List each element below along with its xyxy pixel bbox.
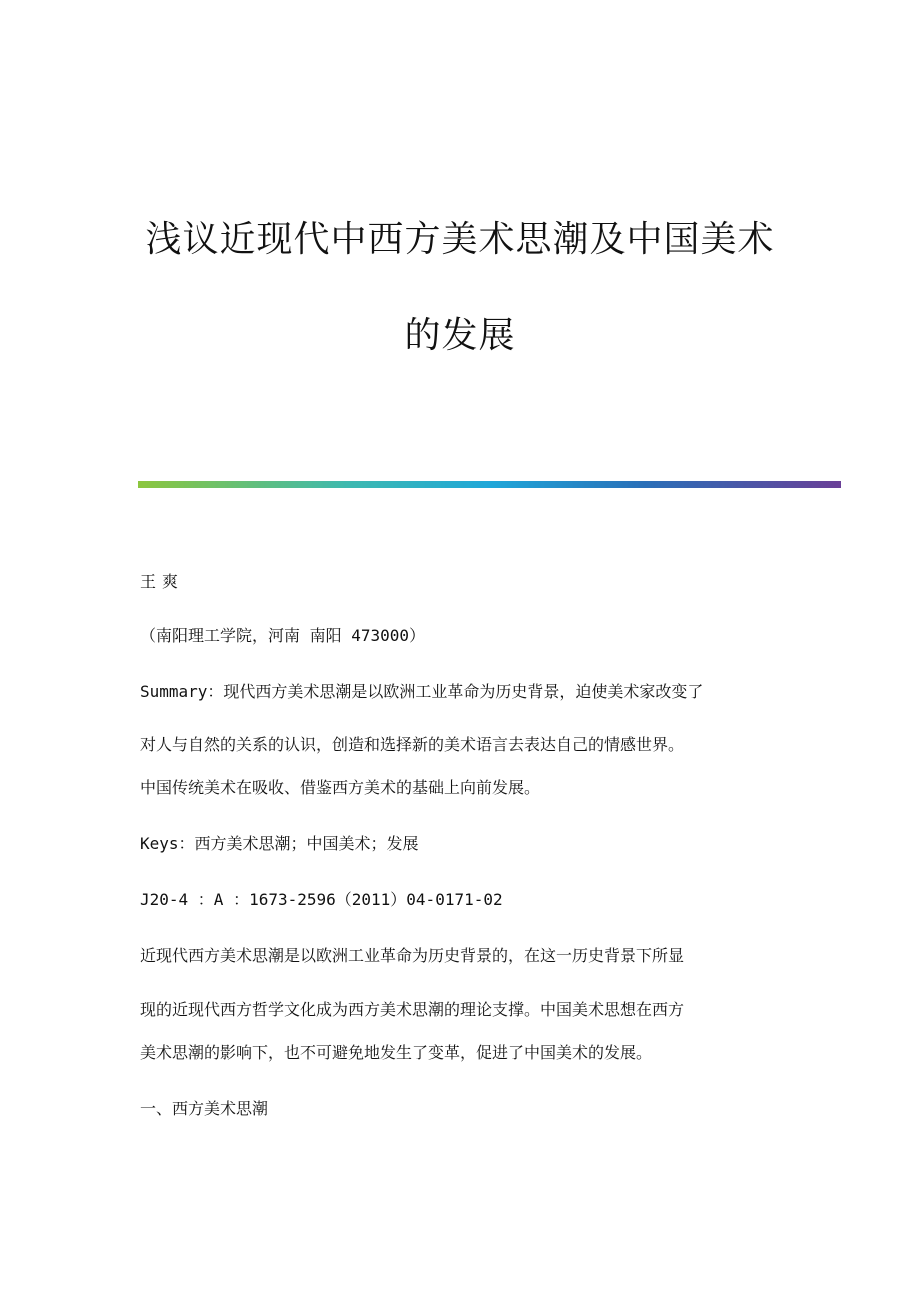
author-affiliation: （南阳理工学院，河南 南阳 473000） <box>140 626 426 645</box>
summary-line-1: Summary：现代西方美术思潮是以欧洲工业革命为历史背景，迫使美术家改变了 <box>140 682 704 701</box>
document-title-line-2: 的发展 <box>404 315 516 356</box>
body-paragraph-line-1: 近现代西方美术思潮是以欧洲工业革命为历史背景的，在这一历史背景下所显 <box>140 946 685 965</box>
section-heading: 一、西方美术思潮 <box>140 1099 269 1118</box>
author-name: 王爽 <box>140 572 185 591</box>
classification-code: J20-4 ：A ：1673-2596（2011）04-0171-02 <box>140 890 503 909</box>
gradient-divider <box>138 481 841 488</box>
document-title-line-1: 浅议近现代中西方美术思潮及中国美术 <box>145 219 775 260</box>
body-paragraph-line-2: 现的近现代西方哲学文化成为西方美术思潮的理论支撑。中国美术思想在西方 <box>140 1000 685 1019</box>
keywords: Keys：西方美术思潮；中国美术；发展 <box>140 834 419 853</box>
body-paragraph-line-3: 美术思潮的影响下，也不可避免地发生了变革，促进了中国美术的发展。 <box>140 1043 653 1062</box>
summary-line-3: 中国传统美术在吸收、借鉴西方美术的基础上向前发展。 <box>140 778 541 797</box>
summary-line-2: 对人与自然的关系的认识，创造和选择新的美术语言去表达自己的情感世界。 <box>140 735 685 754</box>
